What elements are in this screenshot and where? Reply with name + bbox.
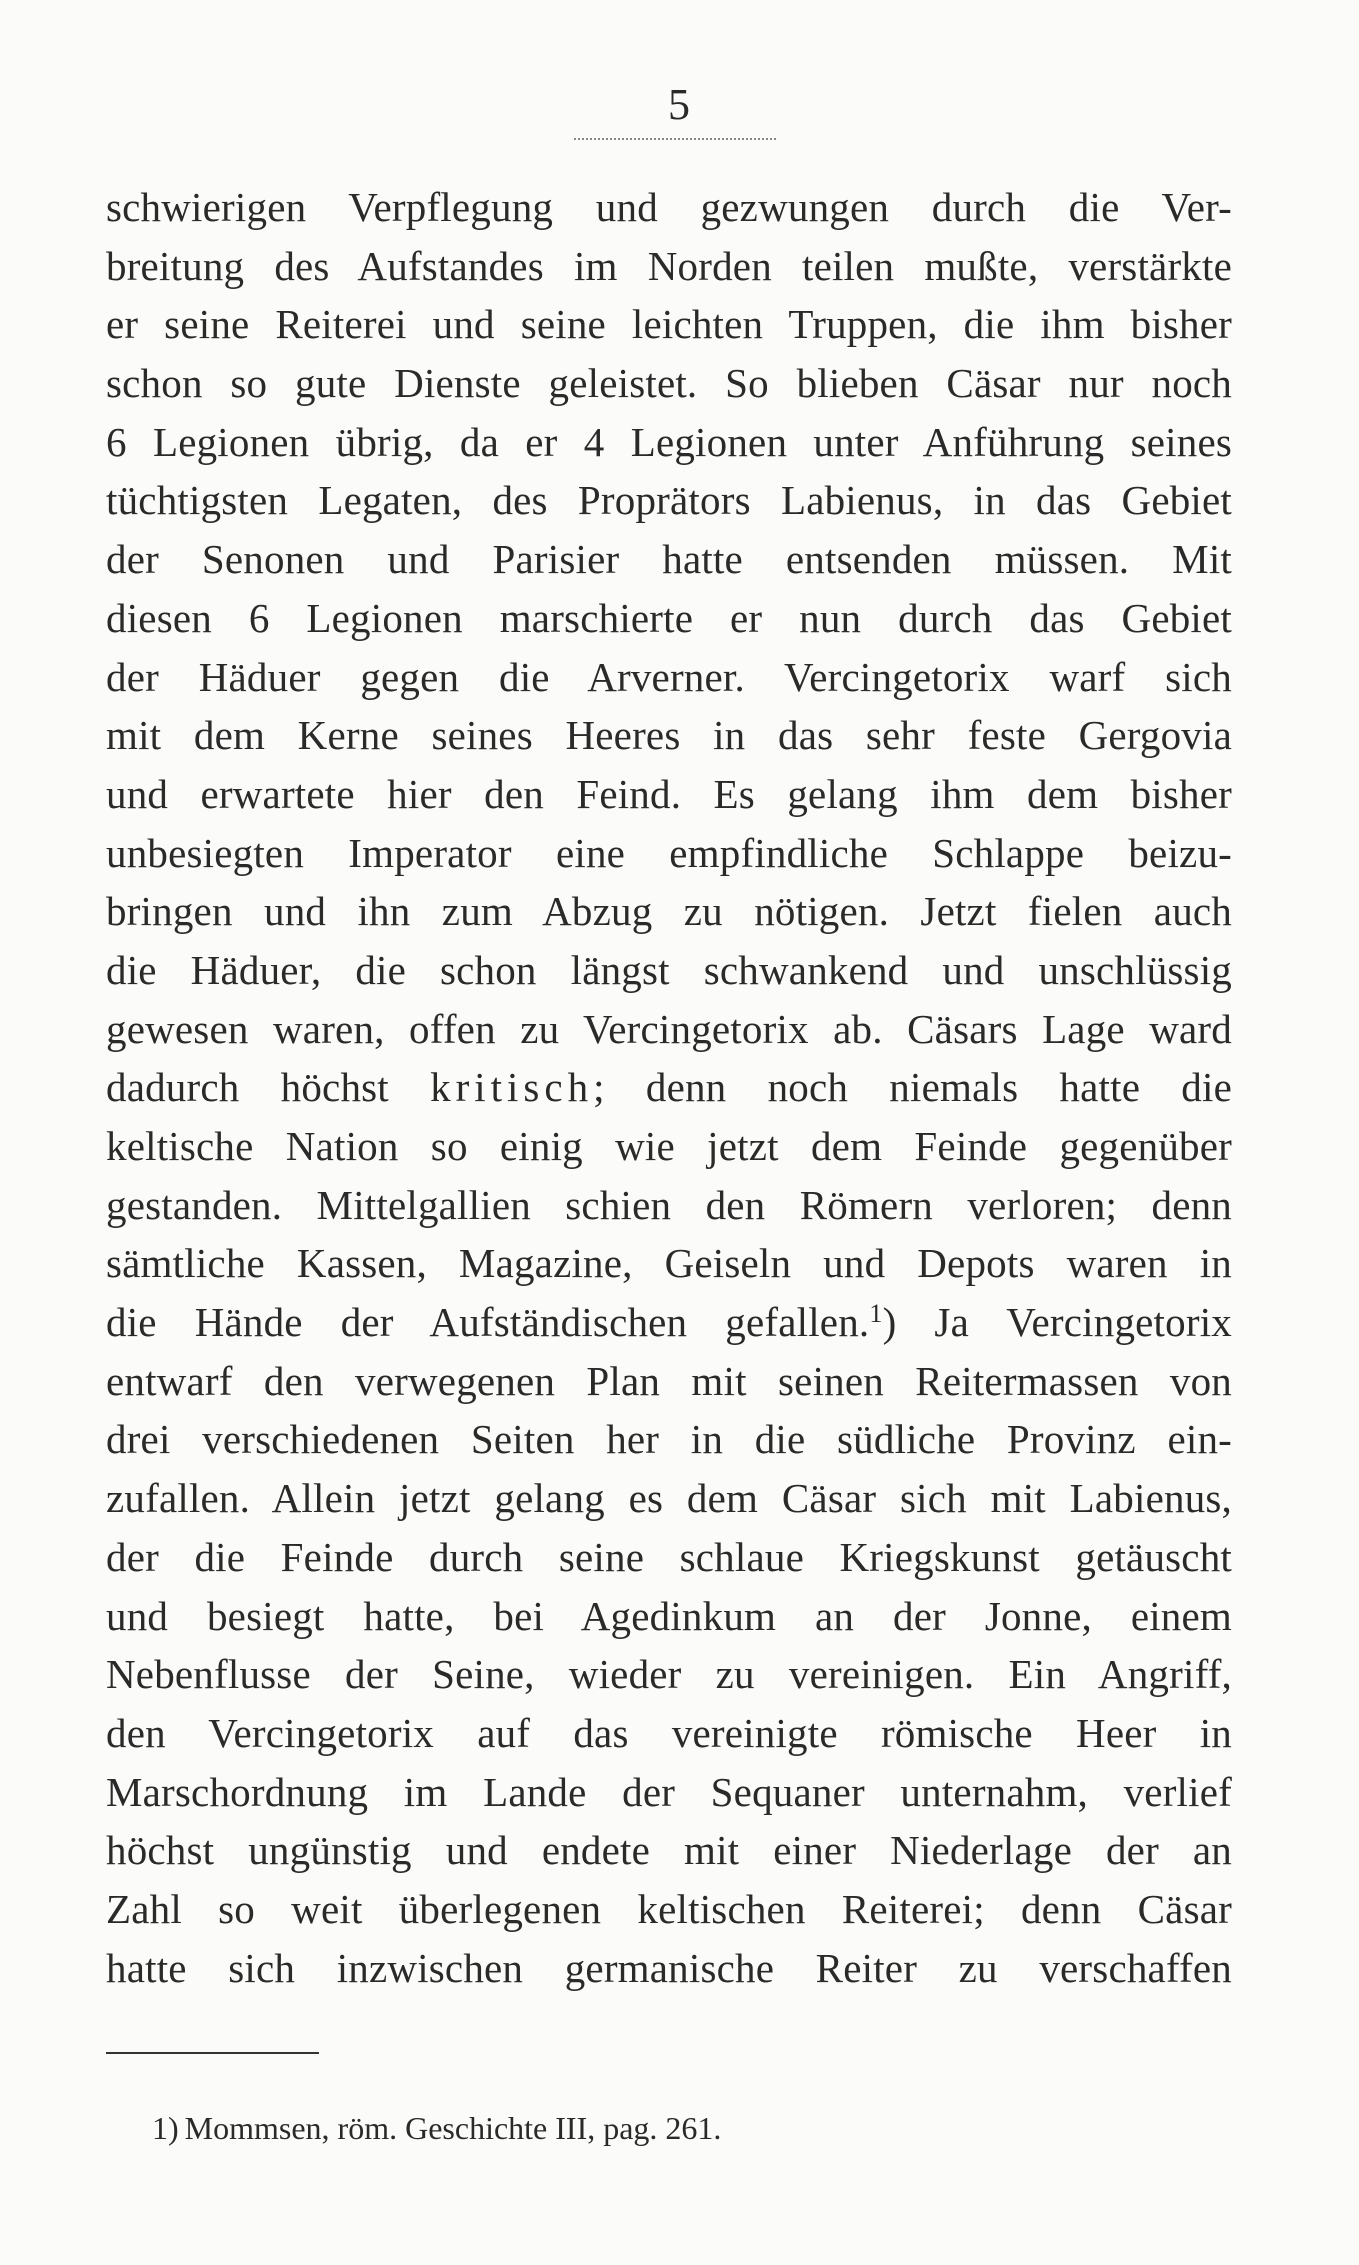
text-line: die Häduer, die schon längst schwankend und unschlüssig bbox=[106, 946, 1232, 993]
footnote-reference: 1 bbox=[869, 1299, 883, 1329]
text-line: keltische Nation so einig wie jetzt dem Feinde gegenüber bbox=[106, 1123, 1232, 1169]
line-segment: die Hände der Aufständischen gefallen. bbox=[106, 1299, 870, 1346]
text-line: unbesiegten Imperator eine empfindliche Schlappe beizu- bbox=[106, 829, 1232, 876]
text-line: zufallen. Allein jetzt gelang es dem Cäsar sich mit Labienus, bbox=[106, 1475, 1232, 1522]
line-segment: ) Ja Vercingetorix bbox=[882, 1299, 1232, 1346]
text-line-emphasis bbox=[106, 1058, 1232, 1117]
text-line: Nebenflusse der Seine, wieder zu vereinigen. Ein Angriff, bbox=[106, 1651, 1232, 1698]
text-line: er seine Reiterei und seine leichten Truppen, die ihm bisher bbox=[106, 301, 1232, 348]
text-line: und besiegt hatte, bei Agedinkum an der Jonne, einem bbox=[106, 1592, 1232, 1639]
text-line: sämtliche Kassen, Magazine, Geiseln und Depots waren in bbox=[106, 1240, 1232, 1287]
text-line: diesen 6 Legionen marschierte er nun durch das Gebiet bbox=[106, 594, 1232, 641]
text-line: schon so gute Dienste geleistet. So blieben Cäsar nur noch bbox=[106, 360, 1232, 407]
text-line: 6 Legionen übrig, da er 4 Legionen unter Anführung seines bbox=[106, 418, 1232, 465]
text-line: und erwartete hier den Feind. Es gelang ihm dem bisher bbox=[106, 770, 1232, 817]
text-line-footnote-ref bbox=[106, 1293, 1232, 1352]
footnote bbox=[152, 2108, 721, 2148]
header-rule bbox=[574, 138, 776, 140]
text-line: schwierigen Verpflegung und gezwungen durch die Ver- bbox=[106, 184, 1232, 230]
body-text bbox=[106, 178, 1232, 1997]
text-line: der die Feinde durch seine schlaue Kriegskunst getäuscht bbox=[106, 1533, 1232, 1580]
spaced-emphasis: kritisch bbox=[430, 1064, 594, 1111]
text-line: bringen und ihn zum Abzug zu nötigen. Jetzt fielen auch bbox=[106, 888, 1232, 935]
text-line: höchst ungünstig und endete mit einer Niederlage der an bbox=[106, 1827, 1232, 1874]
text-line: breitung des Aufstandes im Norden teilen mußte, verstärkte bbox=[106, 242, 1232, 289]
text-line: den Vercingetorix auf das vereinigte römische Heer in bbox=[106, 1709, 1232, 1756]
text-line: Marschordnung im Lande der Sequaner unternahm, verlief bbox=[106, 1768, 1232, 1815]
footnote-rule bbox=[106, 2052, 319, 2054]
line-segment: dadurch höchst bbox=[106, 1064, 431, 1111]
line-segment: ; denn noch niemals hatte die bbox=[593, 1064, 1232, 1111]
text-line: tüchtigsten Legaten, des Proprätors Labienus, in das Gebiet bbox=[106, 477, 1232, 524]
text-line: drei verschiedenen Seiten her in die südliche Provinz ein- bbox=[106, 1416, 1232, 1463]
text-line: entwarf den verwegenen Plan mit seinen Reitermassen von bbox=[106, 1357, 1232, 1404]
text-line: der Häduer gegen die Arverner. Vercingetorix warf sich bbox=[106, 653, 1232, 700]
text-line: der Senonen und Parisier hatte entsenden müssen. Mit bbox=[106, 536, 1232, 583]
footnote-text: Mommsen, röm. Geschichte III, pag. 261. bbox=[184, 2110, 722, 2146]
page-number: 5 bbox=[668, 80, 691, 129]
footnote-mark: 1) bbox=[152, 2110, 179, 2146]
text-line: hatte sich inzwischen germanische Reiter zu verschaffen bbox=[106, 1944, 1232, 1991]
text-line: gewesen waren, offen zu Vercingetorix ab. Cäsars Lage ward bbox=[106, 1005, 1232, 1052]
text-line: mit dem Kerne seines Heeres in das sehr feste Gergovia bbox=[106, 712, 1232, 759]
text-line: Zahl so weit überlegenen keltischen Reiterei; denn Cäsar bbox=[106, 1885, 1232, 1932]
text-line: gestanden. Mittelgallien schien den Römern verloren; denn bbox=[106, 1181, 1232, 1228]
